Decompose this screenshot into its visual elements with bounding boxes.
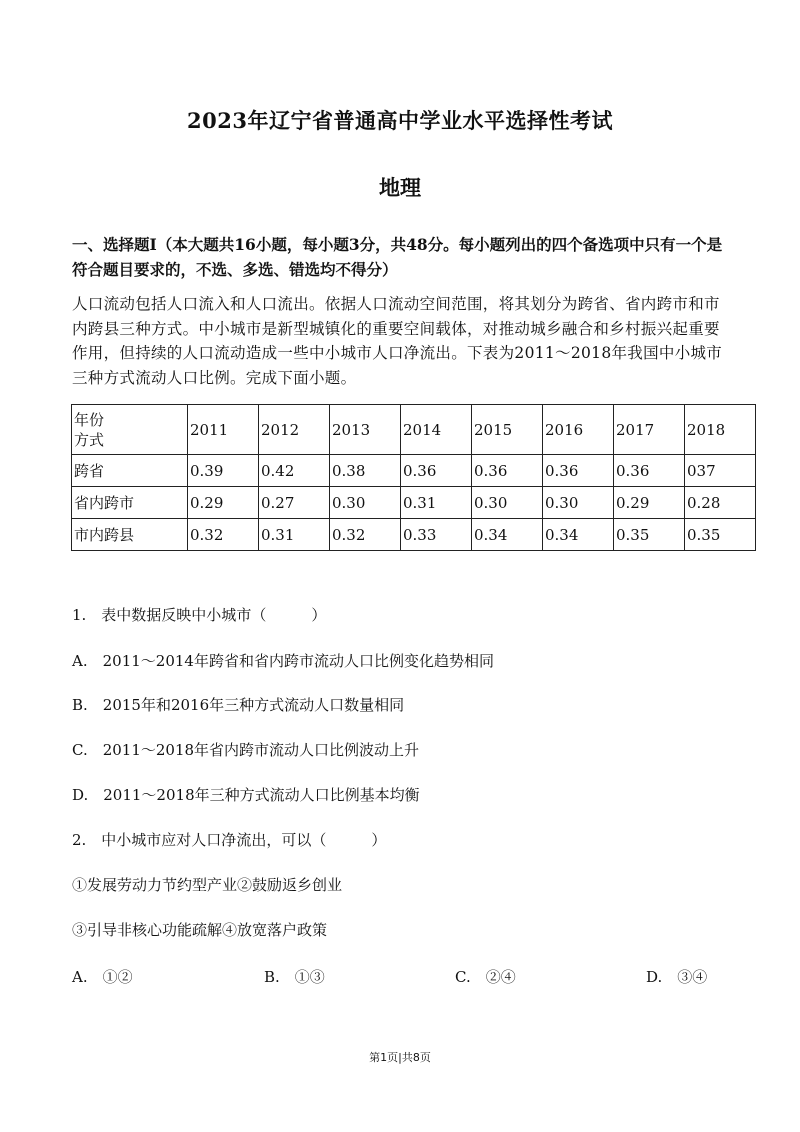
table-row [72,455,756,487]
question-1-stem: 1. 表中数据反映中小城市（ ） [72,606,327,624]
exam-title: 2023年辽宁省普通高中学业水平选择性考试 [187,108,613,133]
value-cell: 0.36 [543,455,614,487]
passage-text: 人口流动包括人口流入和人口流出。依据人口流动空间范围，将其划分为跨省、省内跨市和市内跨县三种方式。中小城市是新型城镇化的重要空间载体，对推动城乡融合和乡村振兴起重要作用，但持续的人口流动造成一些中小城市人口净流出。下表为2011～2018年我国中小城市三种方式流动人口比例。完成下面小题。 [72,295,723,387]
header-year-label: 年份 [74,410,105,429]
value-cell: 0.36 [401,455,472,487]
value-cell: 0.31 [401,487,472,519]
population-table [71,404,756,551]
question-2-statements-1: ①发展劳动力节约型产业②鼓励返乡创业 [72,876,343,894]
value-cell: 0.34 [543,519,614,551]
value-cell: 037 [685,455,756,487]
row-label: 省内跨市 [72,487,188,519]
year-cell: 2014 [401,405,472,455]
value-cell: 0.35 [614,519,685,551]
year-cell: 2017 [614,405,685,455]
question-2-stem: 2. 中小城市应对人口净流出，可以（ ） [72,831,387,849]
value-cell: 0.36 [614,455,685,487]
question-1-option-b[interactable]: B. 2015年和2016年三种方式流动人口数量相同 [72,696,405,714]
value-cell: 0.30 [472,487,543,519]
value-cell: 0.36 [472,455,543,487]
table-row [72,519,756,551]
table-row [72,487,756,519]
year-cell: 2013 [330,405,401,455]
value-cell: 0.35 [685,519,756,551]
question-1-option-d[interactable]: D. 2011～2018年三种方式流动人口比例基本均衡 [72,786,420,804]
question-2-option-d[interactable]: D. ③④ [646,968,708,986]
year-cell: 2011 [188,405,259,455]
value-cell: 0.33 [401,519,472,551]
question-2-statements-2: ③引导非核心功能疏解④放宽落户政策 [72,921,328,939]
question-2-option-b[interactable]: B. ①③ [264,968,325,986]
value-cell: 0.30 [543,487,614,519]
value-cell: 0.31 [259,519,330,551]
question-1-option-a[interactable]: A. 2011～2014年跨省和省内跨市流动人口比例变化趋势相同 [72,652,494,670]
table-header-row [72,405,756,455]
value-cell: 0.39 [188,455,259,487]
year-cell: 2016 [543,405,614,455]
header-mode-label: 方式 [74,430,105,449]
question-2-option-c[interactable]: C. ②④ [455,968,516,986]
subject-title: 地理 [379,175,421,200]
year-cell: 2012 [259,405,330,455]
question-2-option-a[interactable]: A. ①② [72,968,133,986]
value-cell: 0.30 [330,487,401,519]
section-heading: 一、选择题Ⅰ（本大题共16小题，每小题3分，共48分。每小题列出的四个备选项中只有一个是符合题目要求的，不选、多选、错选均不得分） [72,235,723,279]
year-cell: 2018 [685,405,756,455]
value-cell: 0.27 [259,487,330,519]
value-cell: 0.42 [259,455,330,487]
question-1-option-c[interactable]: C. 2011～2018年省内跨市流动人口比例波动上升 [72,741,420,759]
value-cell: 0.28 [685,487,756,519]
page-footer: 第1页|共8页 [369,1051,431,1064]
value-cell: 0.34 [472,519,543,551]
row-label: 跨省 [72,455,188,487]
value-cell: 0.32 [330,519,401,551]
year-cell: 2015 [472,405,543,455]
value-cell: 0.29 [614,487,685,519]
value-cell: 0.32 [188,519,259,551]
table-corner-cell [72,405,188,455]
value-cell: 0.38 [330,455,401,487]
row-label: 市内跨县 [72,519,188,551]
value-cell: 0.29 [188,487,259,519]
